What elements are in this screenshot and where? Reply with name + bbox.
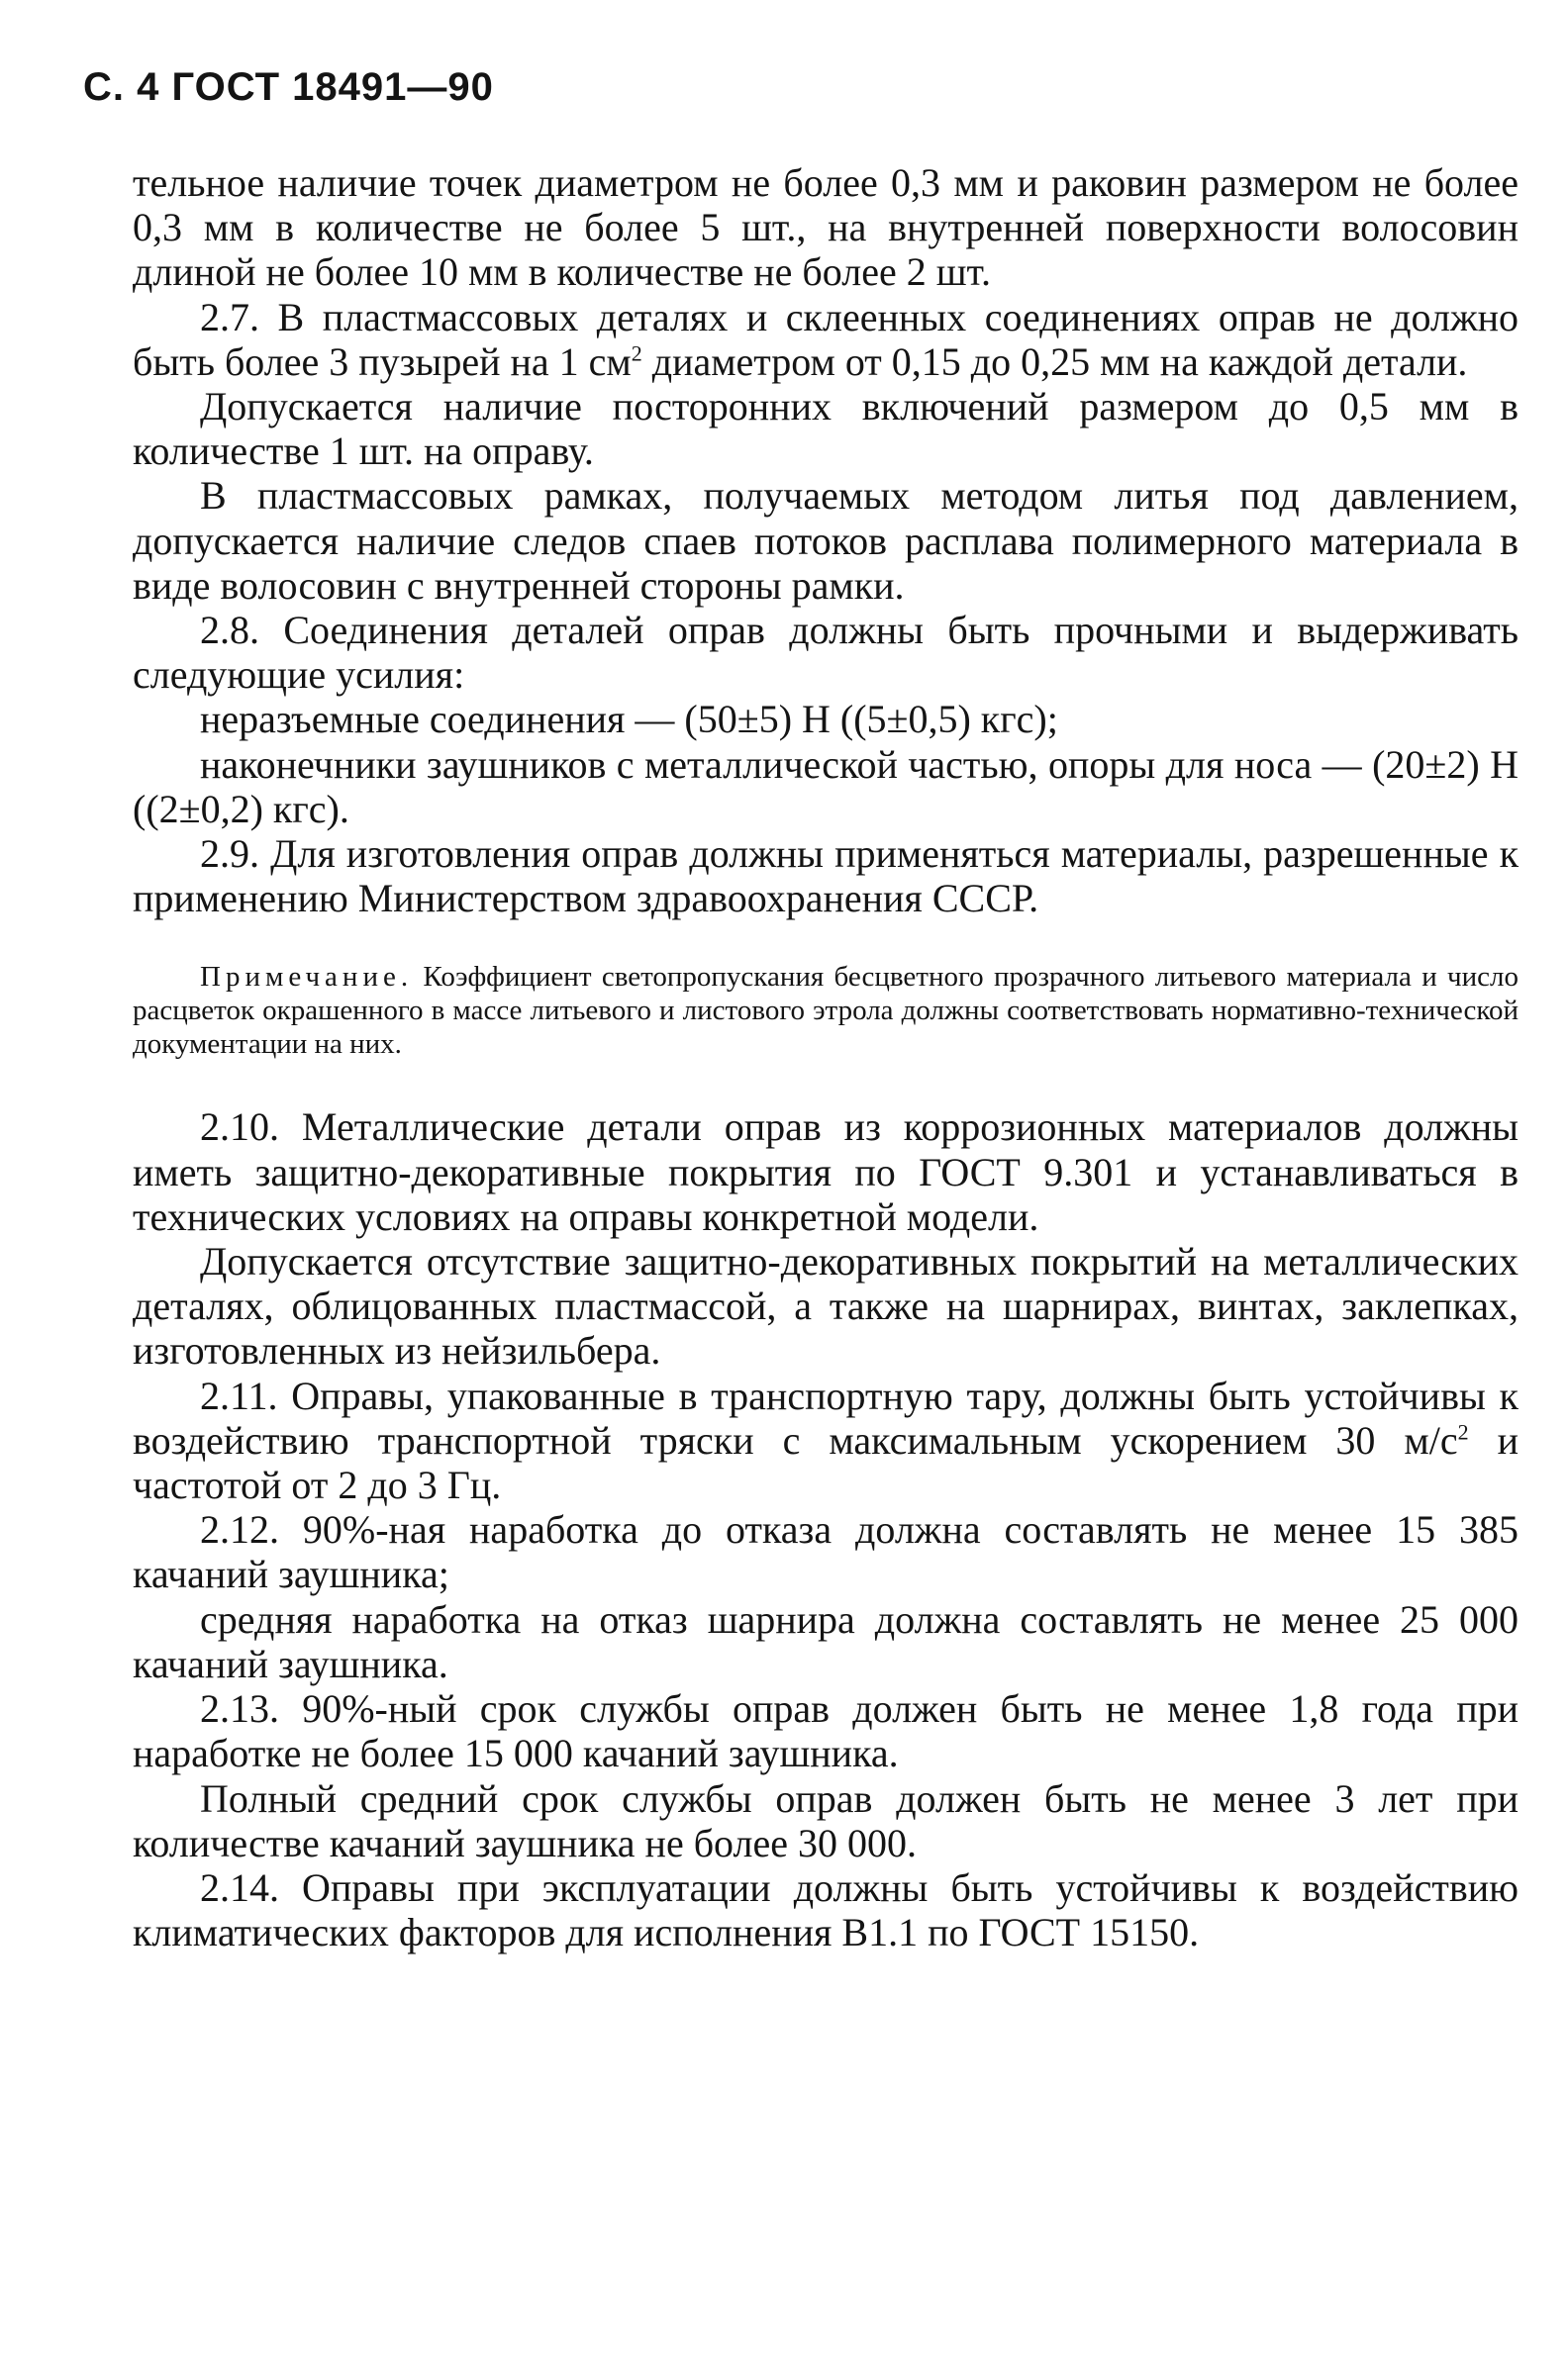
paragraph-continuation xyxy=(133,160,1519,295)
paragraph-text: неразъемные соединения — (50±5) Н ((5±0,5) кгс); xyxy=(200,697,1058,742)
paragraph-2-7 xyxy=(133,295,1519,384)
paragraph-permanent-joints xyxy=(133,697,1519,741)
paragraph-temple-tips xyxy=(133,742,1519,831)
paragraph-coatings xyxy=(133,1239,1519,1374)
paragraph-2-12 xyxy=(133,1507,1519,1596)
paragraph-frames xyxy=(133,473,1519,608)
paragraph-text: наконечники заушников с металлической частью, опоры для носа — (20±2) Н ((2±0,2) кгс). xyxy=(133,741,1519,831)
paragraph-text: 2.12. 90%-ная наработка до отказа должна составлять не менее 15 385 качаний заушника; xyxy=(133,1507,1519,1597)
paragraph-text: 2.13. 90%-ный срок службы оправ должен быть не менее 1,8 года при наработке не более 15 000 качаний заушника. xyxy=(133,1686,1519,1776)
paragraph-service-life xyxy=(133,1776,1519,1865)
paragraph-hinge xyxy=(133,1597,1519,1686)
paragraph-text: 2.8. Соединения деталей оправ должны быть прочными и выдерживать следующие усилия: xyxy=(133,608,1519,698)
paragraph-text: диаметром от 0,15 до 0,25 мм на каждой детали. xyxy=(641,338,1468,384)
paragraph-text: и частотой от 2 до 3 Гц. xyxy=(133,1417,1519,1508)
paragraph-2-13 xyxy=(133,1686,1519,1775)
paragraph-text: тельное наличие точек диаметром не более 0,3 мм и раковин размером не более 0,3 мм в количестве не более 5 шт., на внутренней поверхности волосовин длиной не более 10 мм в количестве не более 2 шт. xyxy=(133,160,1519,295)
paragraph-2-10 xyxy=(133,1104,1519,1239)
paragraph-text: Допускается наличие посторонних включений размером до 0,5 мм в количестве 1 шт. на оправу. xyxy=(133,384,1519,474)
paragraph-2-11 xyxy=(133,1374,1519,1508)
paragraph-2-14 xyxy=(133,1865,1519,1954)
page-header: С. 4 ГОСТ 18491—90 xyxy=(83,65,494,109)
paragraph-2-9 xyxy=(133,831,1519,920)
document-body xyxy=(133,160,1519,1954)
paragraph-text: 2.10. Металлические детали оправ из коррозионных материалов должны иметь защитно-декоративные покрытия по ГОСТ 9.301 и устанавливаться в технических условиях на оправы конкретной модели. xyxy=(133,1104,1519,1239)
paragraph-text: Допускается отсутствие защитно-декоративных покрытий на металлических деталях, облицованных пластмассой, а также на шарнирах, винтах, заклепках, изготовленных из нейзильбера. xyxy=(133,1239,1519,1374)
note-label: Примечание. xyxy=(200,961,414,994)
paragraph-text: 2.7. В пластмассовых деталях и склеенных соединениях оправ не должно быть более 3 пузырей на 1 см xyxy=(133,294,1519,384)
paragraph-text: Полный средний срок службы оправ должен быть не менее 3 лет при количестве качаний заушника не более 30 000. xyxy=(133,1775,1519,1865)
note-text: Коэффициент светопропускания бесцветного прозрачного литьевого материала и число расцветок окрашенного в массе литьевого и листового этрола должны соответствовать нормативно-технической документации на них. xyxy=(133,961,1519,1061)
superscript: 2 xyxy=(631,340,642,366)
superscript: 2 xyxy=(1457,1419,1469,1445)
paragraph-text: 2.11. Оправы, упакованные в транспортную тару, должны быть устойчивы к воздействию транспортной тряски с максимальным ускорением 30 м/с xyxy=(133,1373,1519,1463)
paragraph-text: В пластмассовых рамках, получаемых методом литья под давлением, допускается наличие следов спаев потоков расплава полимерного материала в виде волосовин с внутренней стороны рамки. xyxy=(133,473,1519,608)
paragraph-2-8 xyxy=(133,608,1519,697)
note xyxy=(133,960,1519,1061)
paragraph-text: 2.14. Оправы при эксплуатации должны быть устойчивы к воздействию климатических факторов для исполнения В1.1 по ГОСТ 15150. xyxy=(133,1864,1519,1955)
paragraph-text: 2.9. Для изготовления оправ должны применяться материалы, разрешенные к применению Министерством здравоохранения СССР. xyxy=(133,831,1519,921)
paragraph-text: средняя наработка на отказ шарнира должна составлять не менее 25 000 качаний заушника. xyxy=(133,1596,1519,1686)
paragraph-inclusions xyxy=(133,384,1519,473)
